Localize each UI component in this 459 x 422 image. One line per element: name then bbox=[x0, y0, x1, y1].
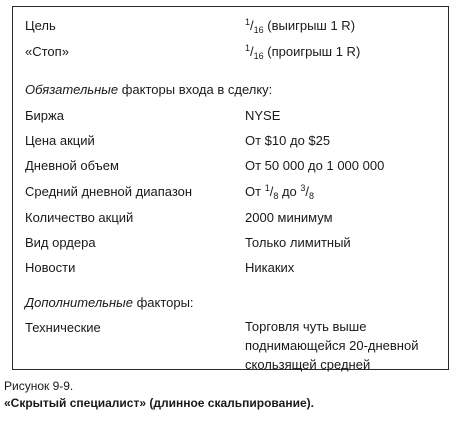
value-line: скользящей средней bbox=[245, 357, 371, 372]
row-shares-value: 2000 минимум bbox=[245, 210, 333, 225]
row-range-label: Средний дневной диапазон bbox=[25, 184, 193, 199]
row-news-label: Новости bbox=[25, 260, 76, 275]
row-price-label: Цена акций bbox=[25, 133, 95, 148]
row-news-value: Никаких bbox=[245, 260, 295, 275]
table-frame bbox=[12, 6, 449, 370]
row-technical-value bbox=[245, 317, 418, 374]
optional-heading: Дополнительные факторы: bbox=[25, 295, 194, 310]
figure-title: «Скрытый специалист» (длинное скальпирование). bbox=[4, 396, 314, 410]
row-order-label: Вид ордера bbox=[25, 235, 96, 250]
fraction: $^1/_{16}$ bbox=[245, 17, 264, 35]
figure-label: Рисунок 9-9. bbox=[4, 379, 74, 393]
row-order-value: Только лимитный bbox=[245, 235, 351, 250]
row-exchange-label: Биржа bbox=[25, 108, 64, 123]
row-volume-label: Дневной объем bbox=[25, 158, 119, 173]
row-shares-label: Количество акций bbox=[25, 210, 134, 225]
row-price-value: От $10 до $25 bbox=[245, 133, 331, 148]
fraction: $^1/_8$ bbox=[264, 183, 279, 201]
row-stop-value: $^1/_{16}$ (проигрыш 1 R) bbox=[245, 43, 361, 61]
fraction: $^1/_{16}$ bbox=[245, 43, 264, 61]
row-technical-label: Технические bbox=[25, 320, 101, 335]
row-target-label: Цель bbox=[25, 18, 56, 33]
row-stop-label: «Стоп» bbox=[25, 44, 69, 59]
row-target-value: $^1/_{16}$ (выигрыш 1 R) bbox=[245, 17, 356, 35]
value-line: поднимающейся 20-дневной bbox=[245, 338, 419, 353]
mandatory-heading: Обязательные факторы входа в сделку: bbox=[25, 82, 273, 97]
row-range-value: От $^1/_8$ до $^3/_8$ bbox=[245, 183, 315, 201]
value-line: Торговля чуть выше bbox=[245, 319, 367, 334]
row-volume-value: От 50 000 до 1 000 000 bbox=[245, 158, 385, 173]
fraction: $^3/_8$ bbox=[300, 183, 315, 201]
row-exchange-value: NYSE bbox=[245, 108, 281, 123]
